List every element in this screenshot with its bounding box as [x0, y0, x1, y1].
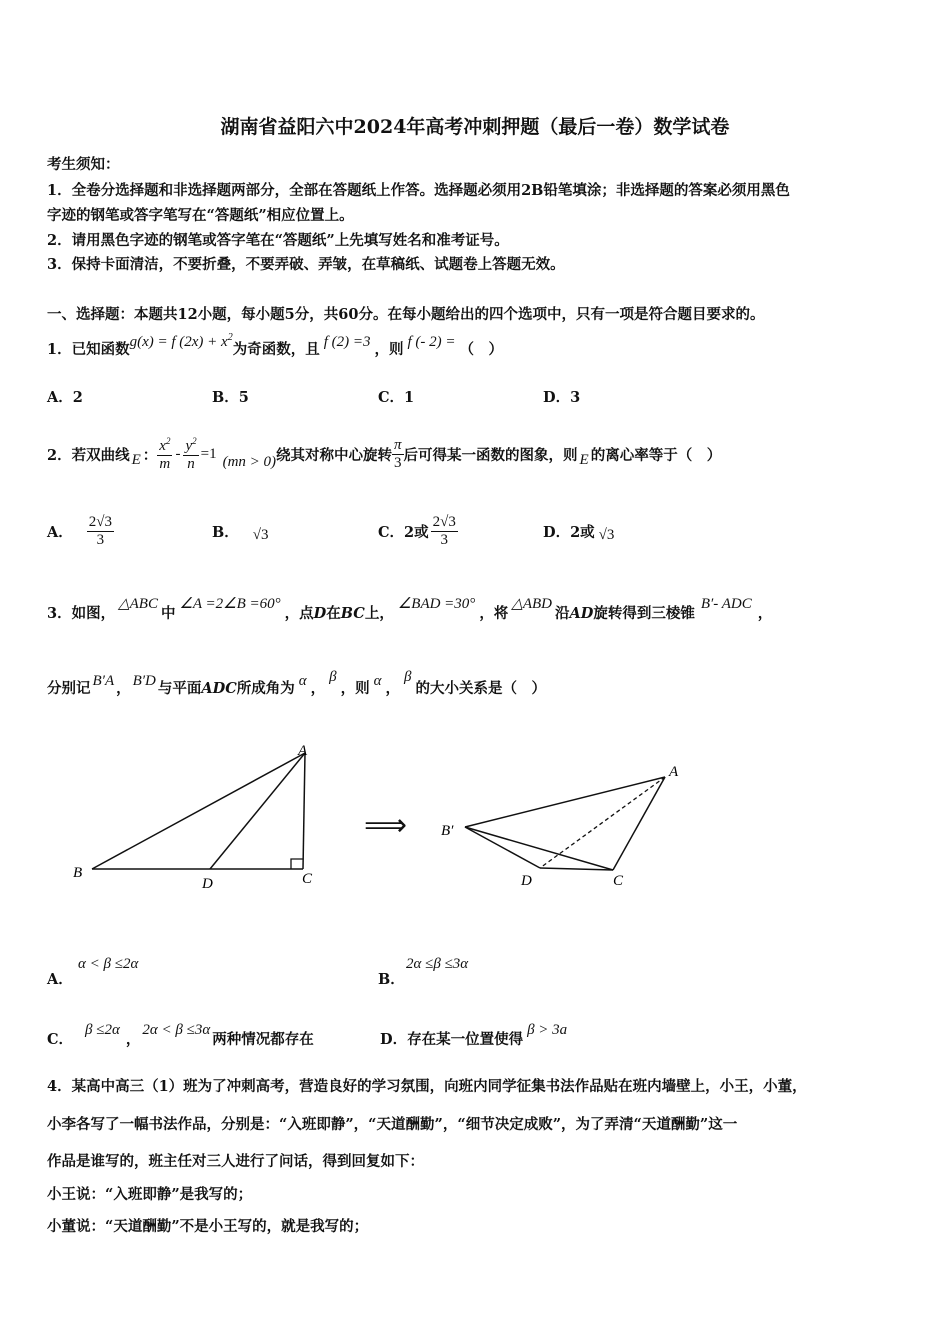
q3-segment-ba: B′A	[92, 673, 115, 689]
q3-option-b-label: B．	[378, 971, 405, 988]
q3-option-a-label: A．	[47, 971, 73, 988]
q3-pyramid: B′- ADC	[700, 596, 752, 612]
q1-text: ，则	[374, 341, 404, 358]
notice-item-2: 2．请用黑色字迹的钢笔或答字笔在“答题纸”上先填写姓名和准考证号。	[47, 232, 509, 249]
q3-angle-condition: ∠A =2∠B =60°	[179, 596, 281, 612]
figure-triangle-abc	[60, 735, 330, 895]
q1-text: 1．已知函数	[47, 341, 130, 358]
q1-blank: （ ）	[459, 341, 504, 358]
q2-condition: (mn > 0)	[222, 453, 277, 470]
question-3-stem-line-2: 分别记 B′A ， B′D 与平面ADC所成角为 α ，β，则 α ，β的大小关系是（ ）	[47, 669, 546, 697]
notice-item-1-line-1: 1．全卷分选择题和非选择题两部分，全部在答题纸上作答。选择题必须用2B铅笔填涂；非选择题的答案必须用黑色	[47, 182, 790, 199]
q1-formula-f2: f (2) =3	[323, 334, 371, 350]
q2-text: 2．若双曲线	[47, 446, 130, 464]
fig2-label-b-prime: B′	[441, 823, 454, 839]
notice-item-3: 3．保持卡面清洁，不要折叠，不要弄破、弄皱，在草稿纸、试题卷上答题无效。	[47, 256, 565, 273]
q2-symbol-e: E	[131, 451, 141, 468]
q2-minus: -	[175, 445, 181, 462]
page-title: 湖南省益阳六中2024年高考冲刺押题（最后一卷）数学试卷	[220, 116, 730, 138]
q2-text: 的离心率等于（ ）	[590, 446, 722, 464]
fig1-label-a: A	[298, 743, 308, 759]
q1-option-c: C．1	[378, 389, 415, 406]
q2-colon: ：	[142, 446, 158, 464]
q2-text: 绕其对称中心旋转	[276, 446, 393, 464]
q2-option-d: D．2或 √3	[543, 523, 615, 543]
figure-pyramid	[435, 755, 695, 895]
fig1-label-b: B	[73, 865, 83, 881]
q2-equals: =1	[200, 445, 217, 462]
q1-formula-fneg2: f (- 2) =	[407, 334, 456, 350]
q2-text: 后可得某一函数的图象，则	[403, 446, 578, 464]
question-4-line-2: 小李各写了一幅书法作品，分别是：“入班即静”，“天道酬勤”，“细节决定成败”，为了弄清“天道酬勤”这一	[47, 1116, 738, 1133]
notice-item-1-line-2: 字迹的钢笔或答字笔写在“答题纸”相应位置上。	[47, 207, 354, 224]
q2-fraction-y: $\frac{y^2}{n}$	[185, 435, 197, 472]
q1-text: 为奇函数，且	[232, 341, 320, 358]
q1-option-b: B．5	[212, 389, 249, 406]
fig2-label-a: A	[669, 764, 679, 780]
fig2-label-d: D	[521, 873, 532, 889]
q1-option-a: A．2	[47, 389, 83, 406]
q3-option-a-value: α < β ≤2α	[78, 956, 139, 972]
q3-triangle-abc: △ABC	[118, 596, 158, 612]
q2-fraction-x: $\frac{x^2}{m}$	[159, 435, 171, 472]
section-heading: 一、选择题：本题共12小题，每小题5分，共60分。在每小题给出的四个选项中，只有一项是符合题目要求的。	[47, 306, 765, 323]
q1-option-d: D．3	[543, 389, 581, 406]
question-4-line-5: 小董说：“天道酬勤”不是小王写的，就是我写的；	[47, 1218, 369, 1235]
implies-arrow-icon: ⟹	[364, 808, 408, 843]
q2-option-b: B． √3	[212, 523, 269, 543]
q3-option-b-value: 2α ≤β ≤3α	[406, 956, 469, 972]
question-2-stem	[47, 424, 721, 484]
notice-heading: 考生须知：	[47, 156, 120, 173]
q2-symbol-e: E	[579, 451, 589, 468]
fig1-label-d: D	[202, 876, 213, 892]
question-4-line-3: 作品是谁写的，班主任对三人进行了问话，得到回复如下：	[47, 1153, 424, 1170]
fig2-label-c: C	[613, 873, 624, 889]
question-3-stem-line-1: 3．如图，△ABC中∠A =2∠B =60°，点D在BC上，∠BAD =30°，将△ABD沿AD旋转得到三棱锥B′- ADC，	[47, 596, 773, 622]
q2-fraction-pi: $\frac{\pi}{3}$	[394, 436, 402, 471]
question-1-stem	[47, 332, 504, 359]
q3-option-d: D．存在某一位置使得β > 3a	[380, 1022, 568, 1048]
q3-segment-bd: B′D	[132, 673, 156, 689]
question-4-line-4: 小王说：“入班即静”是我写的；	[47, 1186, 253, 1203]
fig1-label-c: C	[302, 871, 313, 887]
question-4-line-1: 4．某高中高三（1）班为了冲刺高考，营造良好的学习氛围，向班内同学征集书法作品贴在班内墙壁上，小王，小董，	[47, 1078, 807, 1095]
q3-option-c: C．β ≤2α，2α < β ≤3α两种情况都存在	[47, 1022, 314, 1048]
q3-angle-bad: ∠BAD =30°	[397, 596, 476, 612]
q2-option-a: A． $\frac{2√3}{3}$	[47, 513, 112, 548]
q3-triangle-abd: △ABD	[511, 596, 553, 612]
q1-formula-g: g(x) = f $(2x) + x^2$	[129, 332, 233, 350]
q2-option-c: C．2或 $\frac{2√3}{3}$	[378, 513, 456, 548]
